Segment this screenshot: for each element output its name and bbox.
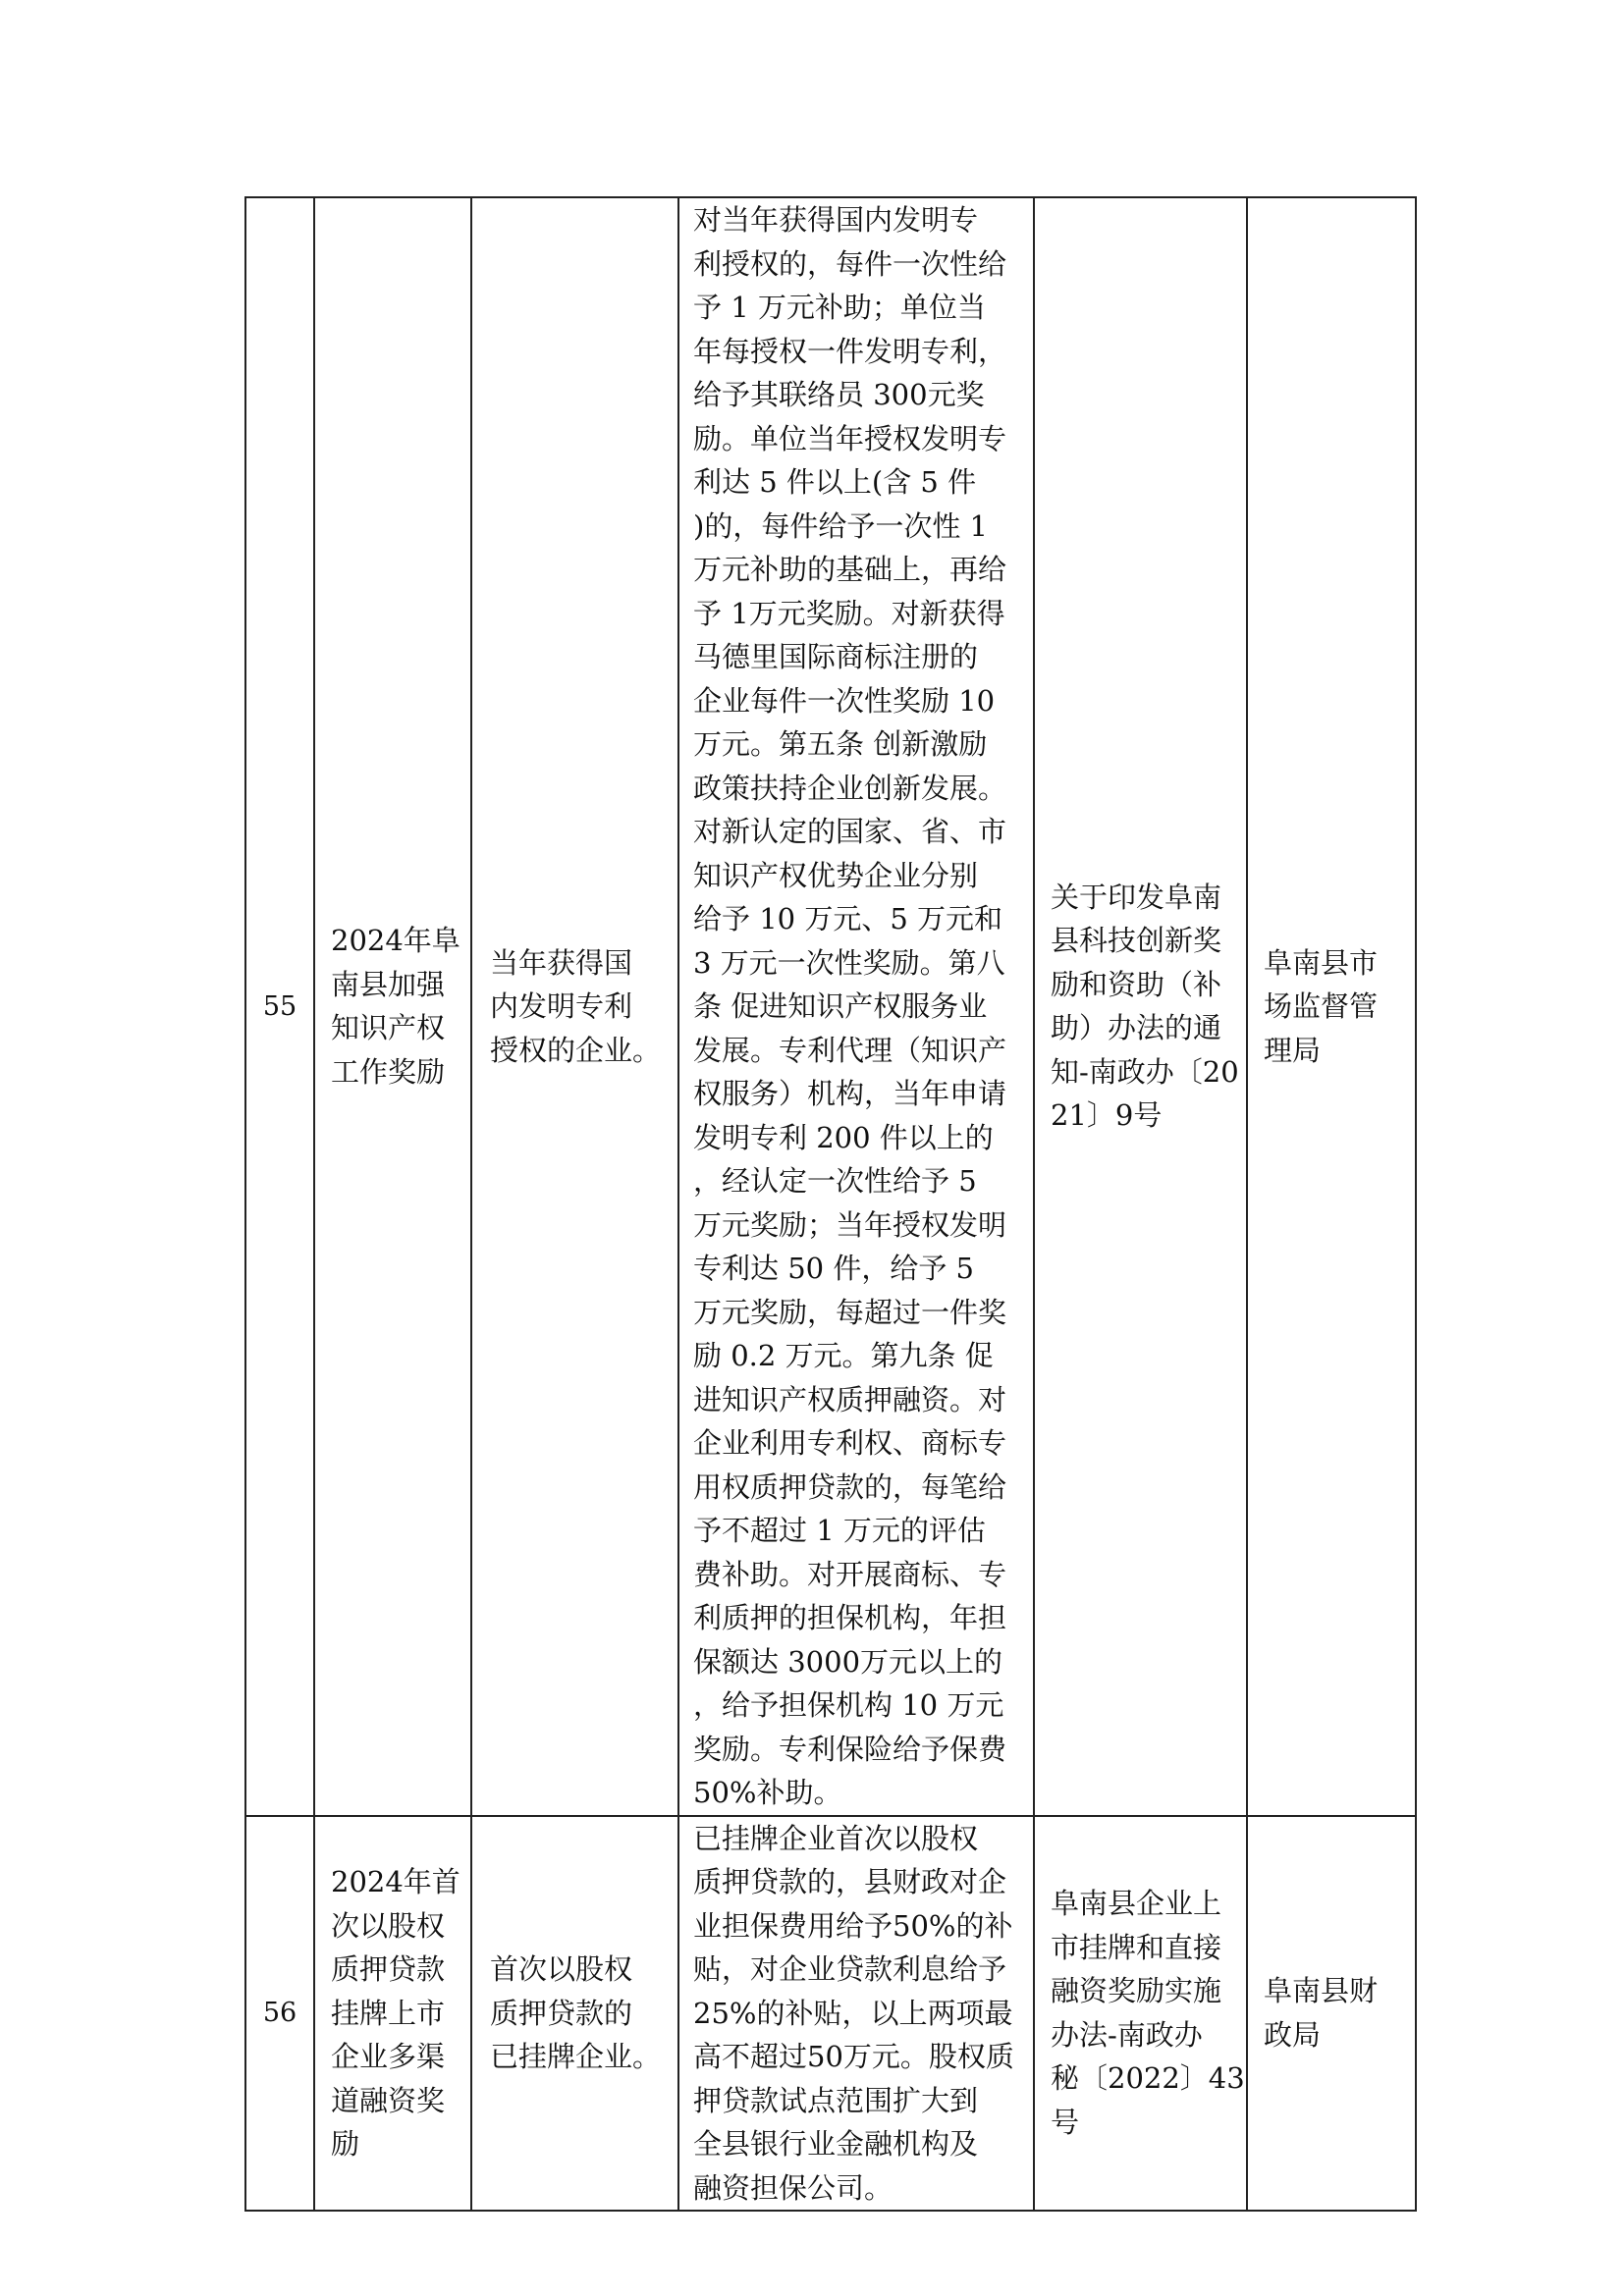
- row-number: 56: [262, 1998, 298, 2029]
- policy-name-cell: [314, 1816, 471, 2212]
- text-line: 融资奖励实施: [1051, 1974, 1222, 2008]
- text-line: 办法-南政办: [1051, 2017, 1203, 2052]
- text-line: 已挂牌企业首次以股权: [693, 1821, 979, 1855]
- text-line: 万元奖励；当年授权发明: [693, 1207, 1007, 1242]
- text-line: 奖励。专利保险给予保费: [693, 1732, 1007, 1766]
- text-line: 阜南县财: [1264, 1974, 1379, 2008]
- text-line: 市挂牌和直接: [1051, 1930, 1222, 1964]
- table-row: [245, 1816, 1416, 2212]
- department: [1248, 1969, 1415, 2056]
- text-line: 南县加强: [331, 967, 446, 1001]
- policy-content: [679, 1817, 1033, 2211]
- text-line: 阜南县企业上: [1051, 1887, 1222, 1921]
- basis-cell: [1034, 1816, 1247, 2212]
- text-line: 政局: [1264, 2017, 1322, 2052]
- text-line: 万元奖励，每超过一件奖: [693, 1295, 1007, 1329]
- policy-basis: [1035, 1882, 1246, 2144]
- text-line: 年每授权一件发明专利，: [693, 334, 1007, 368]
- text-line: 万元。第五条 创新激励: [693, 727, 988, 761]
- text-line: 25%的补贴，以上两项最: [693, 1996, 1013, 2030]
- department-cell: [1247, 197, 1416, 1816]
- text-line: 已挂牌企业。: [490, 2040, 662, 2073]
- text-line: 企业多渠: [331, 2040, 446, 2073]
- text-line: 贴，对企业贷款利息给予: [693, 1952, 1007, 1986]
- text-line: 21〕9号: [1051, 1098, 1163, 1133]
- text-line: 关于印发阜南: [1051, 880, 1222, 914]
- text-line: 给予其联络员 300元奖: [693, 378, 985, 411]
- department-cell: [1247, 1816, 1416, 2212]
- text-line: 质押贷款的: [490, 1996, 633, 2030]
- department: [1248, 941, 1415, 1073]
- text-line: 高不超过50万元。股权质: [693, 2040, 1014, 2073]
- text-line: 知识产权: [331, 1011, 446, 1045]
- policy-name: [315, 1860, 470, 2166]
- text-line: 内发明专利: [490, 989, 633, 1023]
- text-line: 2024年首: [331, 1865, 460, 1898]
- text-line: )的，每件给予一次性 1: [693, 508, 988, 543]
- text-line: 发明专利 200 件以上的: [693, 1120, 994, 1154]
- text-line: 企业每件一次性奖励 10: [693, 683, 996, 718]
- content-cell: [678, 197, 1034, 1816]
- text-line: 工作奖励: [331, 1054, 446, 1089]
- text-line: 道融资奖: [331, 2083, 446, 2117]
- text-line: 秘〔2022〕43: [1051, 2061, 1245, 2096]
- text-line: 保额达 3000万元以上的: [693, 1644, 1003, 1679]
- text-line: 马德里国际商标注册的: [693, 640, 979, 673]
- text-line: 知识产权优势企业分别: [693, 858, 979, 892]
- text-line: 权服务）机构，当年申请: [693, 1077, 1007, 1110]
- text-line: 质押贷款的，县财政对企: [693, 1865, 1007, 1898]
- row-number-cell: [245, 197, 314, 1816]
- text-line: 给予 10 万元、5 万元和: [693, 902, 1003, 935]
- text-line: 50%补助。: [693, 1776, 842, 1809]
- text-line: 助）办法的通: [1051, 1011, 1222, 1045]
- text-line: 励 0.2 万元。第九条 促: [693, 1339, 994, 1372]
- text-line: 对当年获得国内发明专: [693, 203, 979, 237]
- text-line: 业担保费用给予50%的补: [693, 1908, 1013, 1943]
- text-line: 3 万元一次性奖励。第八: [693, 945, 1005, 980]
- text-line: 励和资助（补: [1051, 967, 1222, 1001]
- text-line: 发展。专利代理（知识产: [693, 1033, 1007, 1067]
- text-line: 2024年阜: [331, 924, 460, 958]
- text-line: 当年获得国: [490, 945, 633, 980]
- text-line: 予 1万元奖励。对新获得: [693, 596, 1005, 630]
- table-row: [245, 197, 1416, 1816]
- text-line: 予 1 万元补助；单位当: [693, 291, 986, 324]
- basis-cell: [1034, 197, 1247, 1816]
- target-cell: [471, 197, 678, 1816]
- text-line: 知-南政办〔20: [1051, 1054, 1239, 1089]
- text-line: 首次以股权: [490, 1952, 633, 1986]
- text-line: 万元补助的基础上，再给: [693, 553, 1007, 586]
- text-line: 理局: [1264, 1033, 1322, 1067]
- policy-basis: [1035, 876, 1246, 1138]
- text-line: 授权的企业。: [490, 1033, 662, 1067]
- text-line: 押贷款试点范围扩大到: [693, 2083, 979, 2117]
- row-number-cell: [245, 1816, 314, 2212]
- policy-content: [679, 198, 1033, 1815]
- text-line: 次以股权: [331, 1908, 446, 1943]
- text-line: 场监督管: [1264, 989, 1379, 1023]
- text-line: 县科技创新奖: [1051, 924, 1222, 958]
- target-cell: [471, 1816, 678, 2212]
- text-line: ，给予担保机构 10 万元: [693, 1688, 1004, 1722]
- text-line: 号: [1051, 2105, 1080, 2139]
- policy-name-cell: [314, 197, 471, 1816]
- policy-table: [244, 196, 1417, 2212]
- content-cell: [678, 1816, 1034, 2212]
- text-line: 励: [331, 2127, 360, 2161]
- text-line: 利授权的，每件一次性给: [693, 246, 1007, 281]
- text-line: 挂牌上市: [331, 1996, 446, 2030]
- target-object: [472, 1948, 677, 2079]
- text-line: ，经认定一次性给予 5: [693, 1164, 977, 1198]
- text-line: 费补助。对开展商标、专: [693, 1557, 1007, 1591]
- text-line: 政策扶持企业创新发展。: [693, 771, 1007, 805]
- text-line: 用权质押贷款的，每笔给: [693, 1469, 1007, 1504]
- text-line: 专利达 50 件，给予 5: [693, 1252, 975, 1285]
- text-line: 励。单位当年授权发明专: [693, 421, 1007, 455]
- text-line: 利质押的担保机构，年担: [693, 1601, 1007, 1634]
- text-line: 全县银行业金融机构及: [693, 2127, 979, 2161]
- text-line: 阜南县市: [1264, 945, 1379, 980]
- target-object: [472, 941, 677, 1073]
- row-number: 55: [262, 990, 298, 1022]
- text-line: 企业利用专利权、商标专: [693, 1426, 1007, 1460]
- text-line: 利达 5 件以上(含 5 件: [693, 465, 977, 499]
- text-line: 条 促进知识产权服务业: [693, 989, 988, 1023]
- text-line: 进知识产权质押融资。对: [693, 1382, 1007, 1416]
- text-line: 质押贷款: [331, 1952, 446, 1986]
- text-line: 融资担保公司。: [693, 2170, 893, 2205]
- text-line: 予不超过 1 万元的评估: [693, 1514, 986, 1547]
- policy-name: [315, 919, 470, 1094]
- text-line: 对新认定的国家、省、市: [693, 815, 1007, 848]
